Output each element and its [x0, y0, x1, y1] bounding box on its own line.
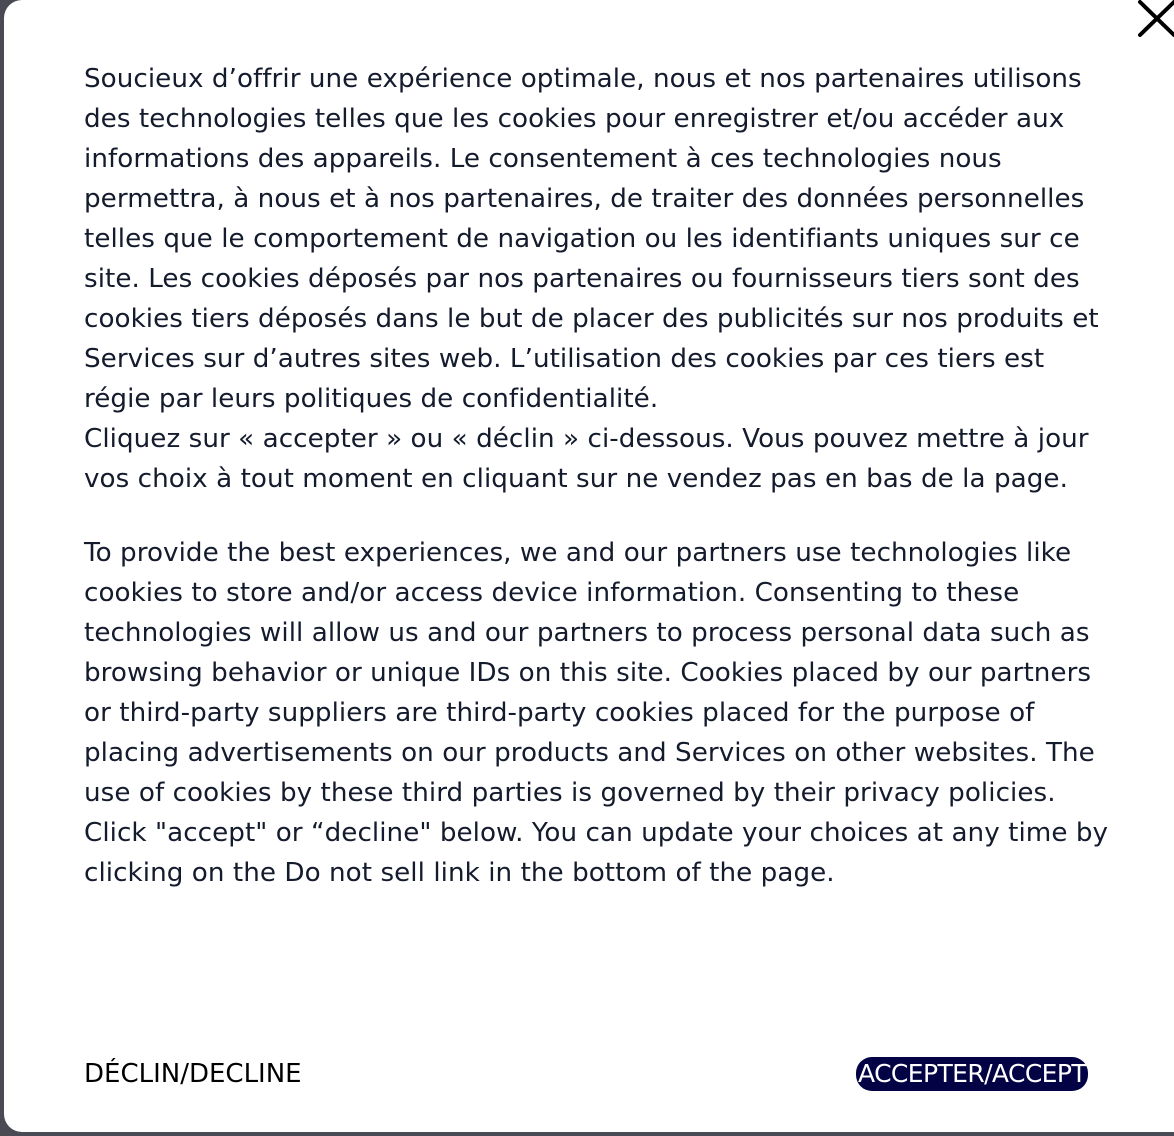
consent-actions [84, 1054, 1108, 1094]
close-icon [1136, 0, 1174, 38]
close-button[interactable] [1136, 0, 1174, 38]
french-consent-paragraph: Soucieux d’offrir une expérience optimale, nous et nos partenaires utilisons des technologies telles que les cookies pour enregistrer et/ou accéder aux informations des appareils. Le consentement à ces technologies nous permettra, à nous et à nos partenaires, de traiter des données personnelles telles que le comportement de navigation ou les identifiants uniques sur ce site. Les cookies déposés par nos partenaires ou fournisseurs tiers sont des cookies tiers déposés dans le but de placer des publicités sur nos produits et Services sur d’autres sites web. L’utilisation des cookies par ces tiers est régie par leurs politiques de confidentialité. [84, 64, 1099, 414]
decline-button[interactable]: DÉCLIN/DECLINE [84, 1056, 302, 1092]
english-instructions-paragraph: Click "accept" or “decline" below. You can update your choices at any time by clicking on the Do not sell link in the bottom of the page. [84, 818, 1109, 888]
french-instructions-paragraph: Cliquez sur « accepter » ou « déclin » ci-dessous. Vous pouvez mettre à jour vos choix à tout moment en cliquant sur ne vendez pas en bas de la page. [84, 424, 1089, 494]
consent-text [84, 59, 1114, 893]
english-consent-paragraph: To provide the best experiences, we and our partners use technologies like cookies to store and/or access device information. Consenting to these technologies will allow us and our partners to process personal data such as browsing behavior or unique IDs on this site. Cookies placed by our partners or third-party suppliers are third-party cookies placed for the purpose of placing advertisements on our products and Services on other websites. The use of cookies by these third parties is governed by their privacy policies. [84, 538, 1095, 808]
paragraph-spacer [84, 499, 1114, 533]
accept-button[interactable]: ACCEPTER/ACCEPT [856, 1057, 1088, 1091]
cookie-consent-dialog [4, 0, 1174, 1132]
